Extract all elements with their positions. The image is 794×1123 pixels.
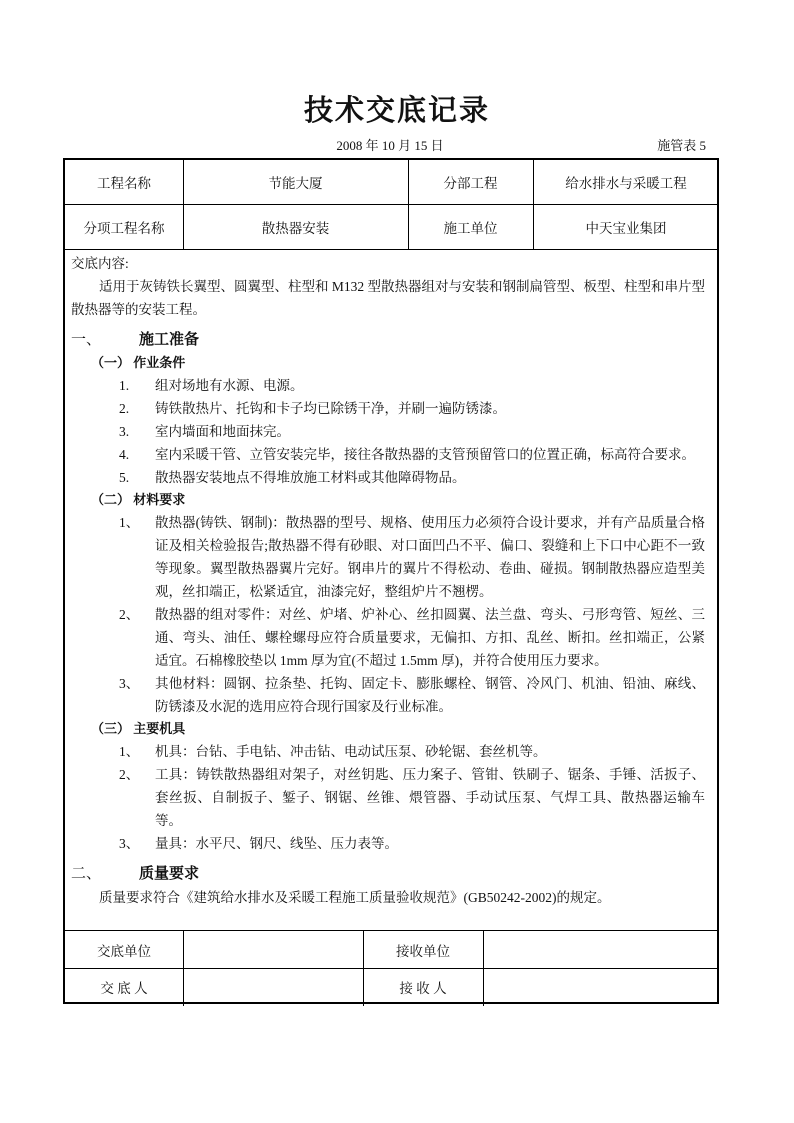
subitem-label: 分项工程名称 xyxy=(83,221,165,236)
section-heading: 二、 质量要求 xyxy=(71,866,200,882)
subsection-heading: （三） 主要机具 xyxy=(91,721,186,736)
list-item: 2、 散热器的组对零件：对丝、炉堵、炉补心、丝扣圆翼、法兰盘、弯头、弓形弯管、短丝、三通、弯头、油任、螺栓螺母应符合质量要求，无偏扣、方扣、乱丝、断扣。丝扣端正，公紧适宜。石棉橡胶垫以 1mm 厚为宜(不超过 1.5mm 厚)，并符合使用压力要求。 xyxy=(119,607,705,668)
subsection-heading: （二） 材料要求 xyxy=(91,492,186,507)
record-table xyxy=(63,158,719,1004)
content-label: 交底内容: xyxy=(71,256,129,271)
section-heading: 一、 施工准备 xyxy=(71,332,200,348)
list-item: 3、 量具：水平尺、钢尺、线坠、压力表等。 xyxy=(119,836,398,851)
date: 2008 年 10 月 15 日 xyxy=(336,138,444,153)
list-item: 1、 机具：台钻、手电钻、冲击钻、电动试压泵、砂轮锯、套丝机等。 xyxy=(119,744,547,759)
receiver-label: 接 收 人 xyxy=(399,980,447,996)
receiver-field[interactable] xyxy=(484,969,719,1004)
list-item: 1、 散热器(铸铁、钢制)：散热器的型号、规格、使用压力必须符合设计要求，并有产品质量合格证及相关检验报告;散热器不得有砂眼、对口面凹凸不平、偏口、裂缝和上下口中心距不一致等现象。翼型散热器翼片完好。钢串片的翼片不得松动、卷曲、碰损。钢制散热器应造型美观，丝扣端正，松紧适宜，油漆完好，整组炉片不翘楞。 xyxy=(119,515,705,599)
division-label: 分部工程 xyxy=(443,176,498,191)
issuer-label: 交 底 人 xyxy=(100,980,148,996)
project-name: 节能大厦 xyxy=(268,176,323,191)
subitem: 散热器安装 xyxy=(261,221,330,236)
list-item: 5. 散热器安装地点不得堆放施工材料或其他障碍物品。 xyxy=(119,470,466,485)
issuer-unit-field[interactable] xyxy=(184,931,363,968)
contractor-label: 施工单位 xyxy=(443,221,498,236)
form-number: 施管表 5 xyxy=(657,138,706,153)
receiver-unit-label: 接收单位 xyxy=(396,943,450,959)
page-title: 技术交底记录 xyxy=(303,95,490,127)
list-item: 2、 工具：铸铁散热器组对架子，对丝钥匙、压力案子、管钳、铁刷子、锯条、手锤、活扳子、套丝扳、自制扳子、錾子、钢锯、丝锥、煨管器、手动试压泵、气焊工具、散热器运输车等。 xyxy=(119,767,705,828)
contractor: 中天宝业集团 xyxy=(585,221,667,236)
list-item: 3. 室内墙面和地面抹完。 xyxy=(119,424,290,439)
project-name-label: 工程名称 xyxy=(97,176,151,191)
subsection-heading: （一） 作业条件 xyxy=(91,355,186,370)
receiver-unit-field[interactable] xyxy=(484,931,719,968)
quality-text: 质量要求符合《建筑给水排水及采暖工程施工质量验收规范》(GB50242-2002)的规定。 xyxy=(99,890,611,905)
list-item: 2. 铸铁散热片、托钩和卡子均已除锈干净，并刷一遍防锈漆。 xyxy=(119,401,506,416)
intro-text: 适用于灰铸铁长翼型、圆翼型、柱型和 M132 型散热器组对与安装和钢制扁管型、板型、柱型和串片型散热器等的安装工程。 xyxy=(71,279,706,317)
issuer-field[interactable] xyxy=(184,969,363,1004)
list-item: 1. 组对场地有水源、电源。 xyxy=(119,378,304,393)
list-item: 3、 其他材料：圆钢、拉条垫、托钩、固定卡、膨胀螺栓、钢管、冷风门、机油、铅油、麻线、防锈漆及水泥的选用应符合现行国家及行业标准。 xyxy=(119,676,705,714)
issuer-unit-label: 交底单位 xyxy=(97,943,151,959)
list-item: 4. 室内采暖干管、立管安装完毕，接往各散热器的支管预留管口的位置正确，标高符合要求。 xyxy=(119,447,695,462)
briefing-content xyxy=(71,252,711,909)
division: 给水排水与采暖工程 xyxy=(565,176,687,191)
